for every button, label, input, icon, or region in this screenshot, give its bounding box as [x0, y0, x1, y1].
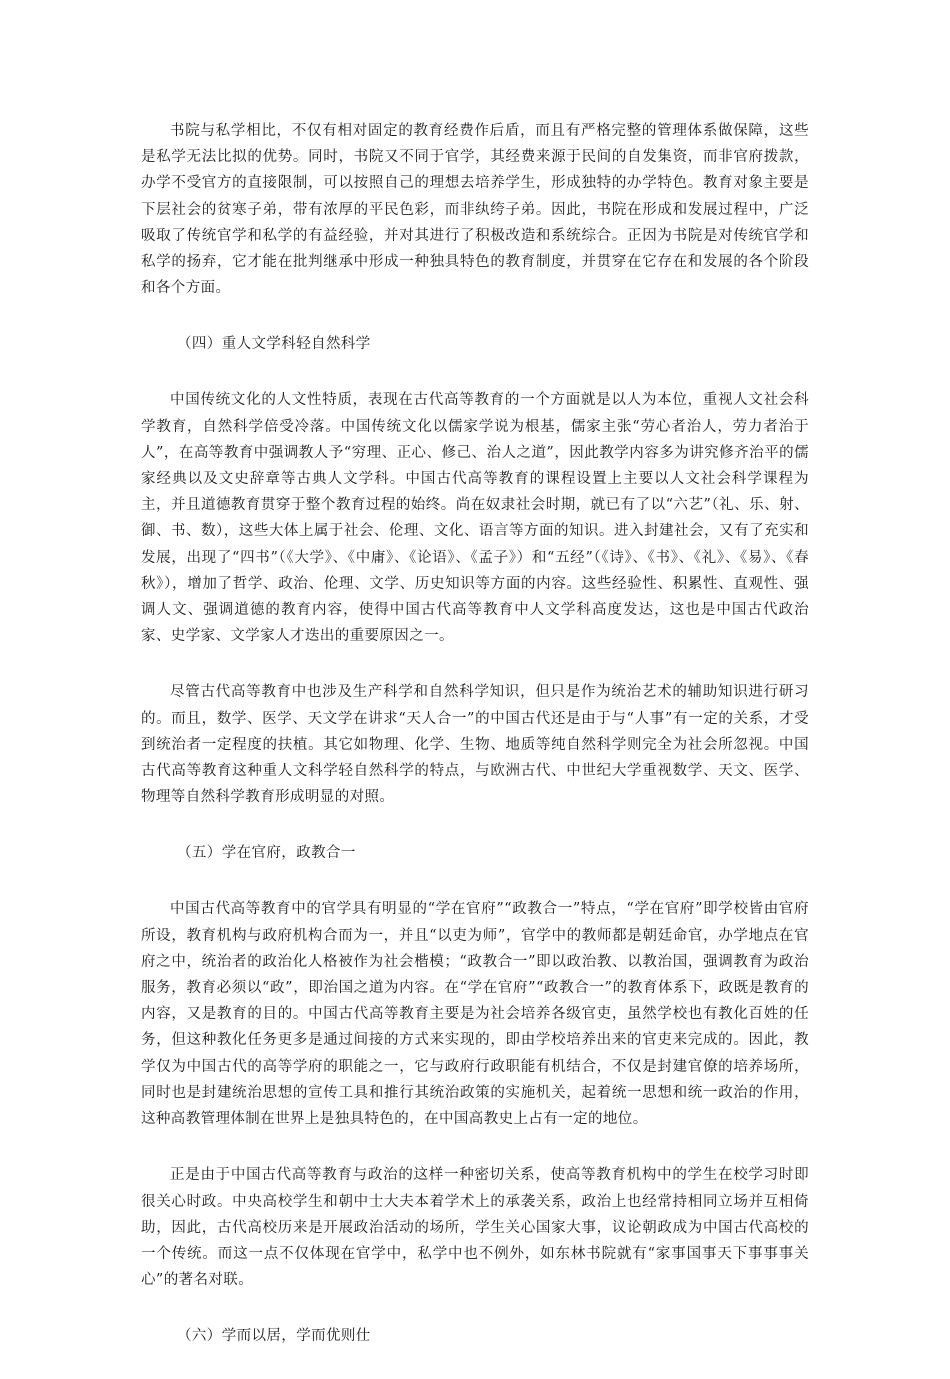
paragraph-natural-science: 尽管古代高等教育中也涉及生产科学和自然科学知识，但只是作为统治艺术的辅助知识进行研习的。而且，数学、医学、天文学在讲求“天人合一”的中国古代还是由于与“人事”有一定的关系，才受到统治者一定程度的扶植。其它如物理、化学、生物、地质等纯自然科学则完全为社会所忽视。中国古代高等教育这种重人文科学轻自然科学的特点，与欧洲古代、中世纪大学重视数学、天文、医学、物理等自然科学教育形成明显的对照。 — [141, 684, 809, 806]
paragraph-humanities-emphasis: 中国传统文化的人文性特质，表现在古代高等教育的一个方面就是以人为本位，重视人文社会科学教育，自然科学倍受冷落。中国传统文化以儒家学说为根基，儒家主张“劳心者治人，劳力者治于人”，在高等教育中强调教人予“穷理、正心、修己、治人之道”，因此教学内容多为讲究修齐治平的儒家经典以及文史辞章等古典人文学科。中国古代高等教育的课程设置上主要以人文社会科学课程为主，并且道德教育贯穿于整个教育过程的始终。尚在奴隶社会时期，就已有了以“六艺”（礼、乐、射、御、书、数），这些大体上属于社会、伦理、文化、语言等方面的知识。进入封建社会，又有了充实和发展，出现了“四书”（《大学》、《中庸》、《论语》、《孟子》）和“五经”（《诗》、《书》、《礼》、《易》、《春秋》），增加了哲学、政治、伦理、文学、历史知识等方面的内容。这些经验性、积累性、直观性、强调人文、强调道德的教育内容，使得中国古代高等教育中人文学科高度发达，这也是中国古代政治家、史学家、文学家人才迭出的重要原因之一。 — [141, 392, 809, 645]
heading-section-5: （五）学在官府，政教合一 — [177, 845, 356, 862]
paragraph-students-politics: 正是由于中国古代高等教育与政治的这样一种密切关系，使高等教育机构中的学生在校学习时即很关心时政。中央高校学生和朝中士大夫本着学术上的承袭关系，政治上也经常持相同立场并互相倚助，因此，古代高校历来是开展政治活动的场所，学生关心国家大事，议论朝政成为中国古代高校的一个传统。而这一点不仅体现在官学中，私学中也不例外，如东林书院就有“家事国事天下事事事关心”的著名对联。 — [141, 1167, 809, 1289]
paragraph-academy-vs-private: 书院与私学相比，不仅有相对固定的教育经费作后盾，而且有严格完整的管理体系做保障，这些是私学无法比拟的优势。同时，书院又不同于官学，其经费来源于民间的自发集资，而非官府拨款，办学不受官方的直接限制，可以按照自己的理想去培养学生，形成独特的办学特色。教育对象主要是下层社会的贫寒子弟，带有浓厚的平民色彩，而非纨绔子弟。因此，书院在形成和发展过程中，广泛吸取了传统官学和私学的有益经验，并对其进行了积极改造和系统综合。正因为书院是对传统官学和私学的扬弃，它才能在批判继承中形成一种独具特色的教育制度，并贯穿在它存在和发展的各个阶段和各个方面。 — [141, 123, 809, 297]
paragraph-learning-in-government: 中国古代高等教育中的官学具有明显的“学在官府”“政教合一”特点，“学在官府”即学校皆由官府所设，教育机构与政府机构合而为一，并且“以吏为师”，官学中的教师都是朝廷命官，办学地点在官府之中，统治者的政治化人格被作为社会楷模；“政教合一”即以政治教、以教治国，强调教育为政治服务，教育必须以“政”，即治国之道为内容。在“学在官府”“政教合一”的教育体系下，政既是教育的内容，又是教育的目的。中国古代高等教育主要是为社会培养各级官吏，虽然学校也有教化百姓的任务，但这种教化任务更多是通过间接的方式来实现的，即由学校培养出来的官吏来完成的。因此，教学仅为中国古代的高等学府的职能之一，它与政府行政职能有机结合，不仅是封建官僚的培养场所，同时也是封建统治思想的宣传工具和推行其统治政策的实施机关，起着统一思想和统一政治的作用，这种高教管理体制在世界上是独具特色的，在中国高教史上占有一定的地位。 — [141, 901, 809, 1128]
document-page — [141, 118, 809, 1379]
heading-section-6: （六）学而以居，学而优则仕 — [177, 1328, 371, 1345]
heading-section-4: （四）重人文学科轻自然科学 — [177, 336, 371, 353]
